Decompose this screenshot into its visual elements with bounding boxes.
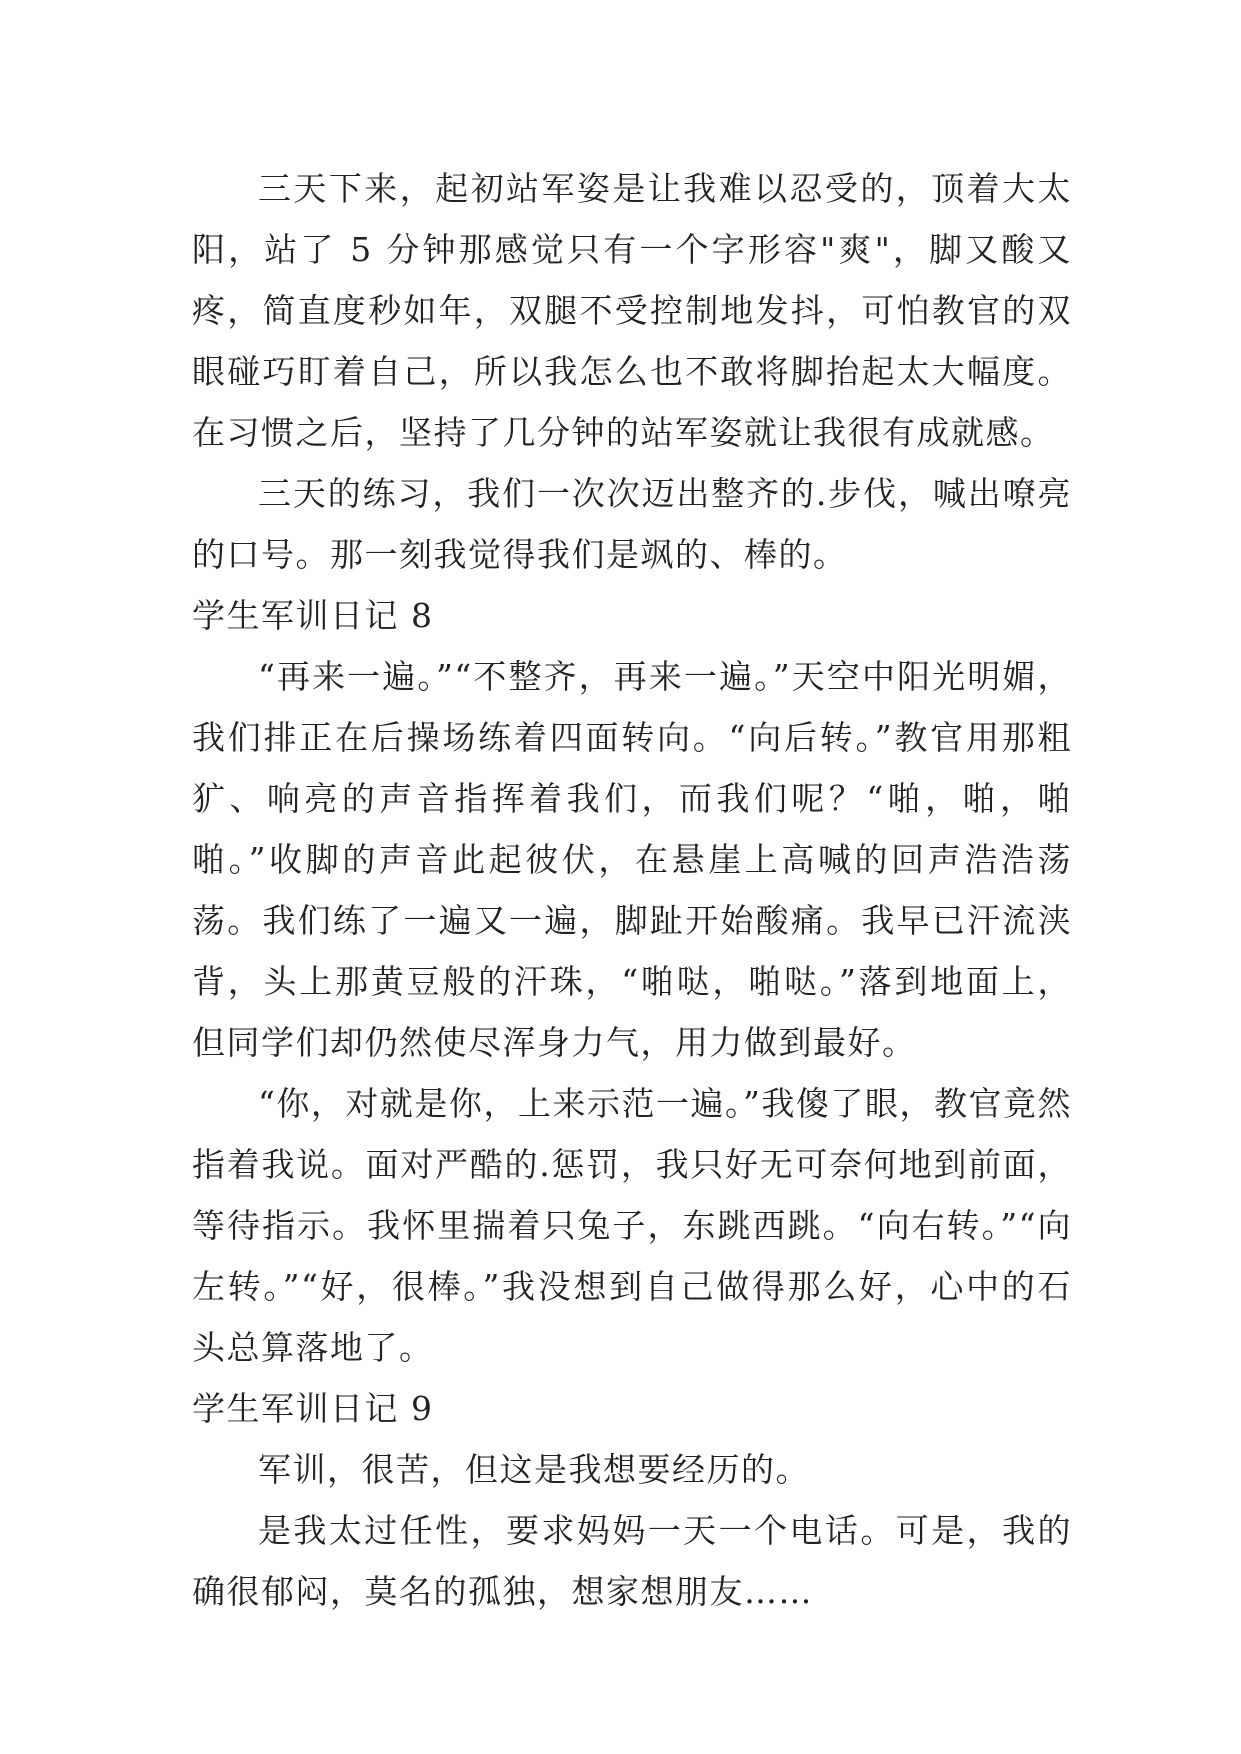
paragraph-three-days-practice: 三天的练习，我们一次次迈出整齐的.步伐，喊出嘹亮的口号。那一刻我觉得我们是飒的、棒的。 (192, 474, 1072, 574)
paragraph-turning-drill: “再来一遍。”“不整齐，再来一遍。”天空中阳光明媚，我们排正在后操场练着四面转向。“向后转。”教官用那粗犷、响亮的声音指挥着我们，而我们呢？“啪，啪，啪啪。”收脚的声音此起彼伏，在悬崖上高喊的回声浩浩荡荡。我们练了一遍又一遍，脚趾开始酸痛。我早已汗流浃背，头上那黄豆般的汗珠，“啪哒，啪哒。”落到地面上，但同学们却仍然使尽浑身力气，用力做到最好。 (192, 657, 1072, 1062)
paragraph-demonstration: “你，对就是你，上来示范一遍。”我傻了眼，教官竟然指着我说。面对严酷的.惩罚，我只好无可奈何地到前面，等待指示。我怀里揣着只兔子，东跳西跳。“向右转。”“向左转。”“好，很棒。”我没想到自己做得那么好，心中的石头总算落地了。 (192, 1084, 1072, 1367)
section-heading-diary-8: 学生军训日记 8 (192, 596, 434, 635)
document-body (192, 158, 1072, 1622)
paragraph-missing-home: 是我太过任性，要求妈妈一天一个电话。可是，我的确很郁闷，莫名的孤独，想家想朋友…… (192, 1511, 1072, 1611)
section-heading-diary-9: 学生军训日记 9 (192, 1389, 434, 1428)
paragraph-standing-at-attention: 三天下来，起初站军姿是让我难以忍受的，顶着大太阳，站了 5 分钟那感觉只有一个字形容"爽"，脚又酸又疼，简直度秒如年，双腿不受控制地发抖，可怕教官的双眼碰巧盯着自己，所以我怎么也不敢将脚抬起太大幅度。在习惯之后，坚持了几分钟的站军姿就让我很有成就感。 (192, 169, 1072, 452)
paragraph-training-is-hard: 军训，很苦，但这是我想要经历的。 (258, 1450, 810, 1489)
